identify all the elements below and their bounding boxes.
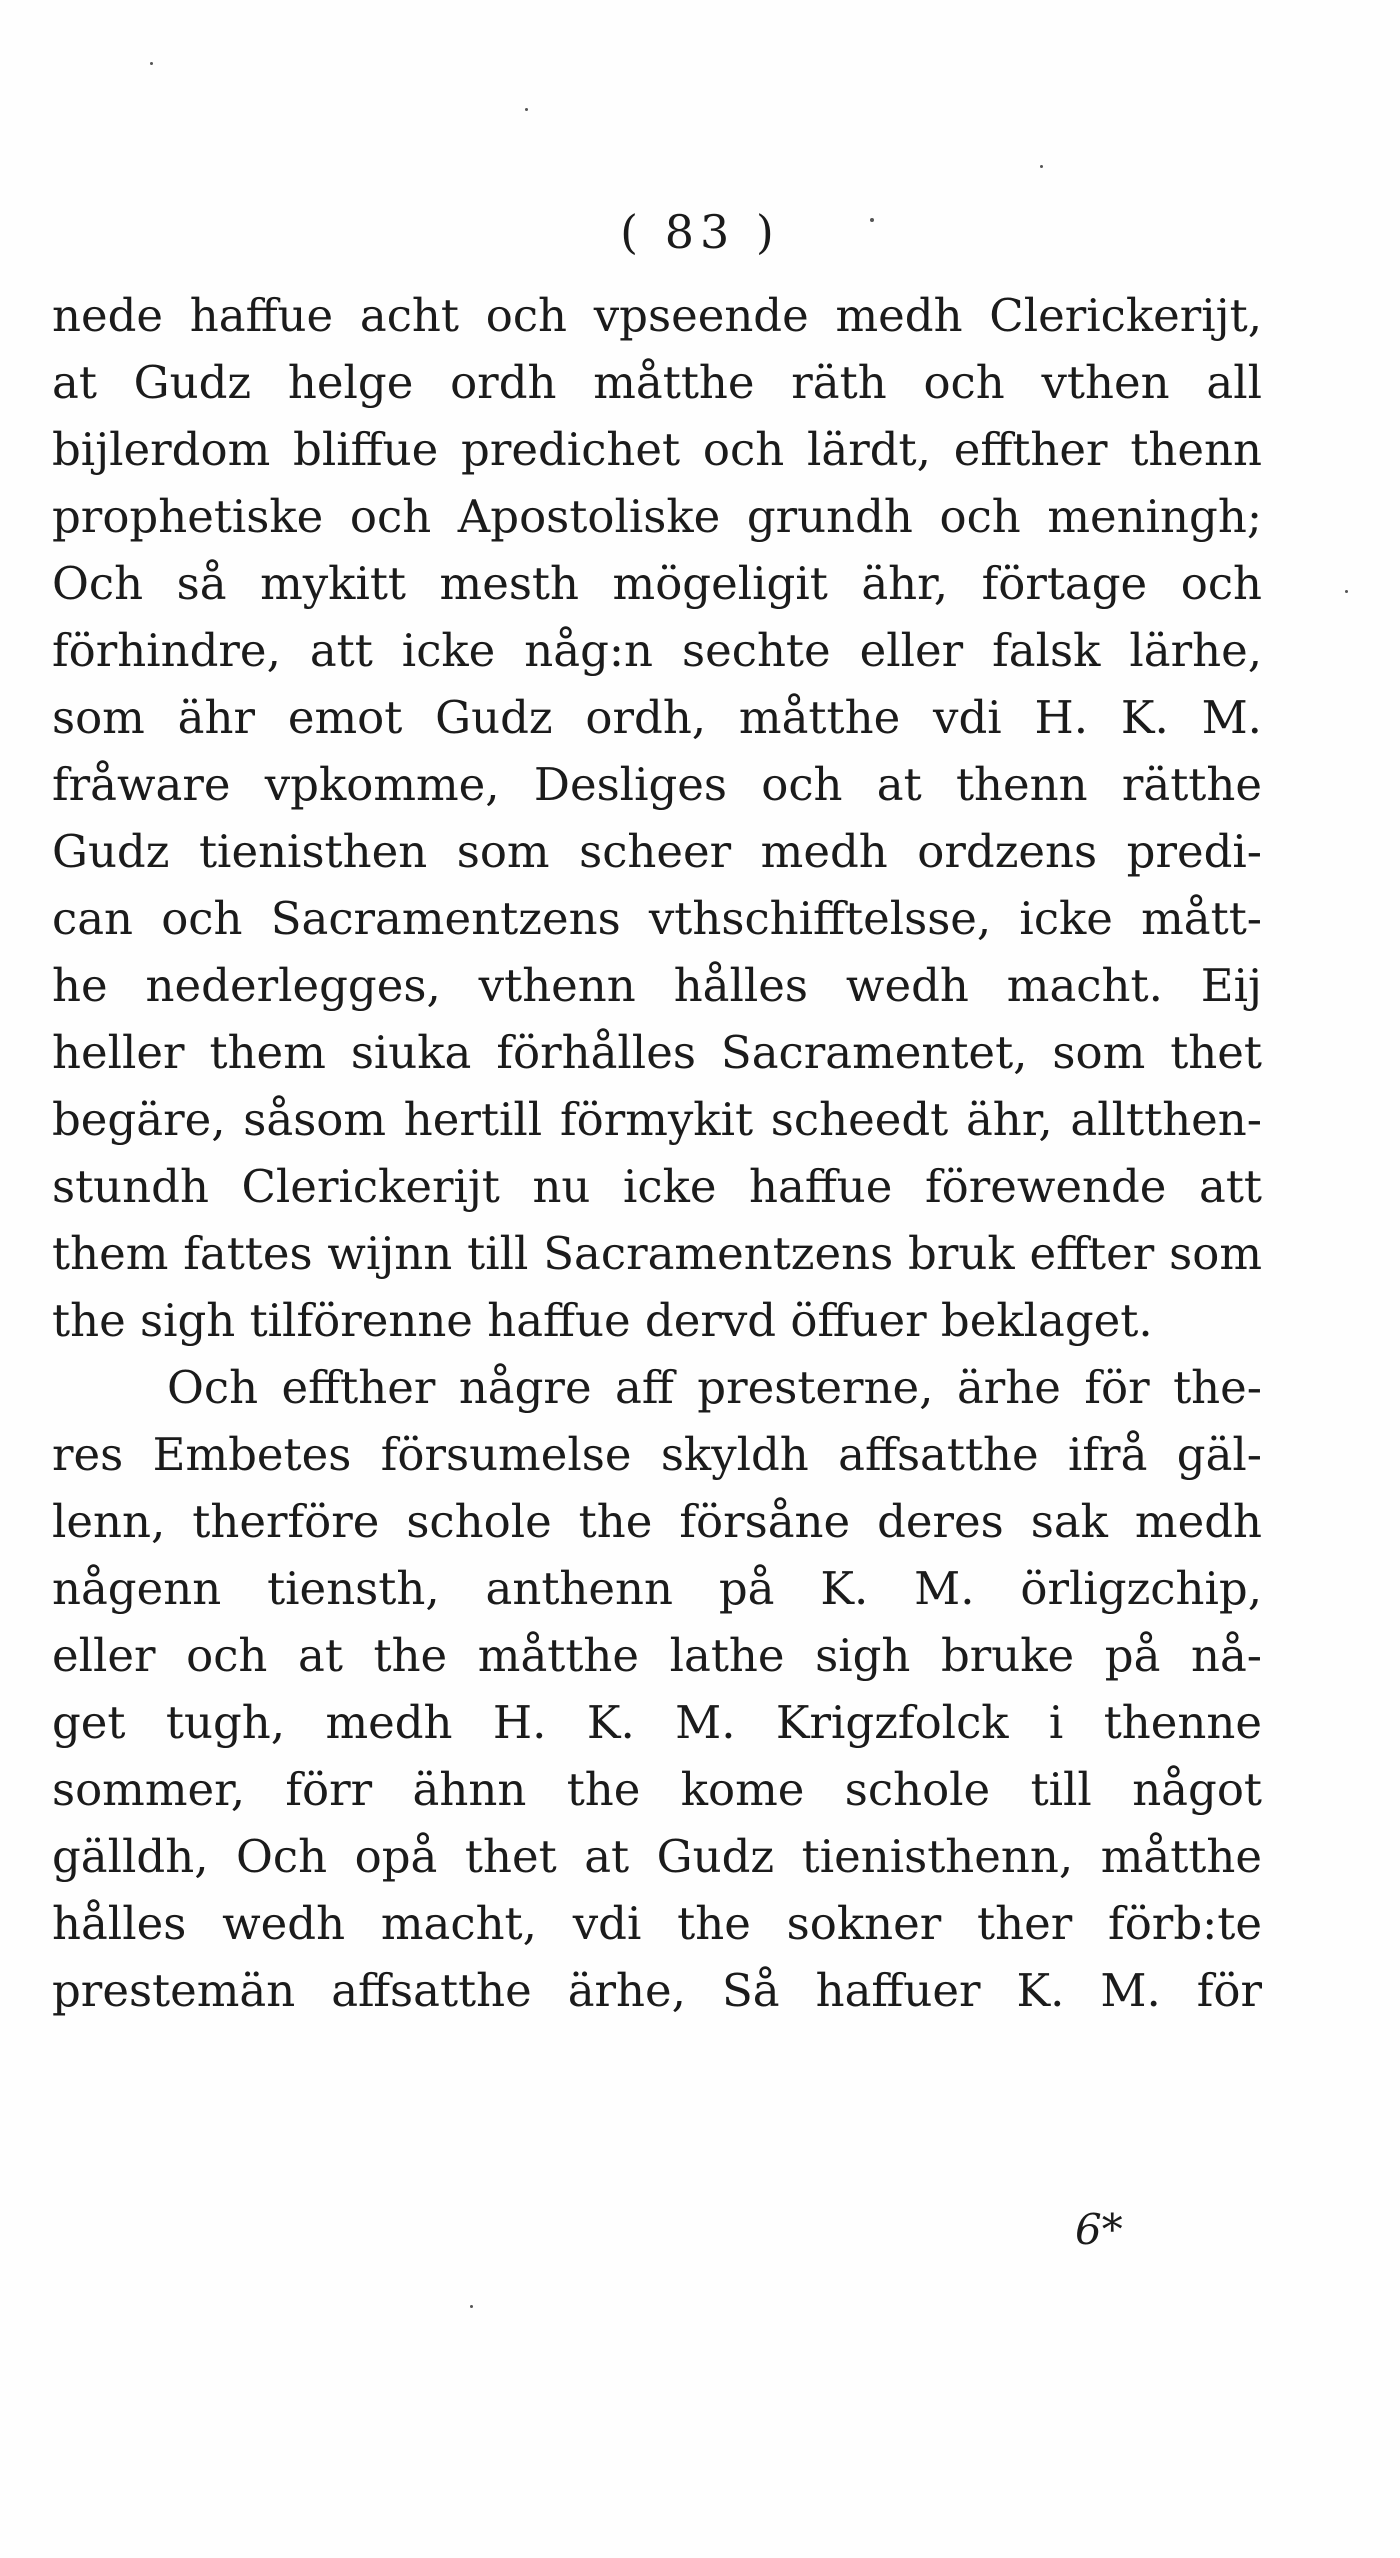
text-line: sommer, förr ähnn the kome schole till något [52, 1763, 1262, 1816]
text-line: can och Sacramentzens vthschifftelsse, icke mått- [52, 892, 1262, 945]
text-line: res Embetes försumelse skyldh affsatthe ifrå gäl- [52, 1428, 1262, 1481]
print-speck [150, 62, 153, 65]
text-line: stundh Clerickerijt nu icke haffue förewende att [52, 1160, 1262, 1213]
text-line: begäre, såsom hertill förmykit scheedt ähr, alltthen- [52, 1093, 1262, 1146]
text-line: them fattes wijnn till Sacramentzens bruk effter som [52, 1227, 1262, 1280]
print-speck [1345, 590, 1348, 593]
text-line: Och så mykitt mesth mögeligit ähr, förtage och [52, 557, 1262, 610]
text-line: hålles wedh macht, vdi the sokner ther förb:te [52, 1897, 1262, 1950]
text-line: at Gudz helge ordh måtthe räth och vthen all [52, 356, 1262, 409]
print-speck [870, 218, 874, 222]
text-line: gälldh, Och opå thet at Gudz tienisthenn, måtthe [52, 1830, 1262, 1883]
page-number: ( 83 ) [620, 205, 780, 259]
text-line: he nederlegges, vthenn hålles wedh macht. Eij [52, 959, 1262, 1012]
catchword: 6* [1075, 2205, 1123, 2254]
text-line: lenn, therföre schole the försåne deres sak medh [52, 1495, 1262, 1548]
text-line: the sigh tilförenne haffue dervd öffuer beklaget. [52, 1294, 1153, 1347]
body-text [52, 282, 1262, 2024]
text-line: som ähr emot Gudz ordh, måtthe vdi H. K. M. [52, 691, 1262, 744]
text-line: nede haffue acht och vpseende medh Clerickerijt, [52, 289, 1262, 342]
text-line: get tugh, medh H. K. M. Krigzfolck i thenne [52, 1696, 1262, 1749]
print-speck [525, 108, 528, 111]
text-line: prophetiske och Apostoliske grundh och meningh; [52, 490, 1262, 543]
print-speck [470, 2305, 473, 2308]
text-line: prestemän affsatthe ärhe, Så haffuer K. M. för [52, 1964, 1262, 2017]
text-line: förhindre, att icke någ:n sechte eller falsk lärhe, [52, 624, 1262, 677]
text-line: någenn tiensth, anthenn på K. M. örligzchip, [52, 1562, 1262, 1615]
text-line: fråware vpkomme, Desliges och at thenn rätthe [52, 758, 1262, 811]
text-line: Och effther någre aff presterne, ärhe för the- [167, 1361, 1262, 1414]
print-speck [1040, 165, 1043, 168]
text-line: bijlerdom bliffue predichet och lärdt, effther thenn [52, 423, 1262, 476]
text-line: heller them siuka förhålles Sacramentet, som thet [52, 1026, 1262, 1079]
text-line: Gudz tienisthen som scheer medh ordzens predi- [52, 825, 1262, 878]
text-line: eller och at the måtthe lathe sigh bruke på nå- [52, 1629, 1262, 1682]
